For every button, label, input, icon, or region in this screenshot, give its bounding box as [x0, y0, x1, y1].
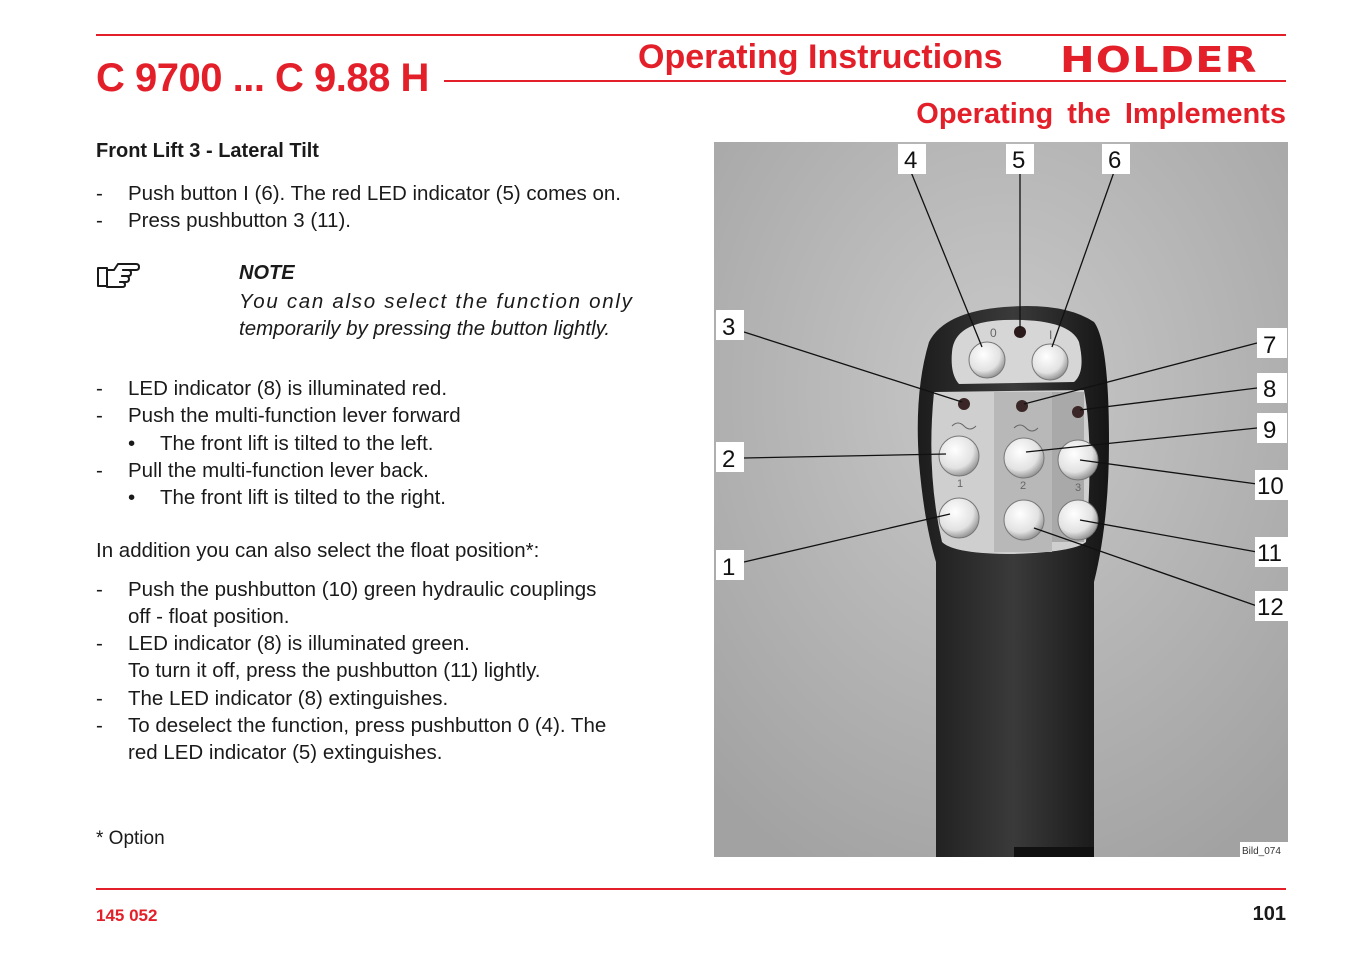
pointing-hand-icon — [96, 258, 140, 292]
bullet-item-text: The front lift is tilted to the left. — [160, 432, 434, 455]
figure-caption: Bild_074 — [1242, 846, 1281, 857]
list-dash: - — [96, 182, 103, 205]
list-item — [96, 630, 676, 684]
callout-label-4: 4 — [904, 147, 918, 174]
callout-label-9: 9 — [1263, 417, 1277, 444]
mark-3: 3 — [1075, 482, 1082, 494]
list-dash: - — [96, 632, 103, 655]
list-item-text: red LED indicator (5) extinguishes. — [128, 741, 443, 764]
button-0 — [969, 342, 1005, 378]
header-top-rule — [96, 34, 1286, 36]
list-dash: - — [96, 714, 103, 737]
bullet-item-text: The front lift is tilted to the right. — [160, 486, 446, 509]
mark-1: 1 — [957, 478, 964, 490]
list-item-text: Push button I (6). The red LED indicator (5) comes on. — [128, 182, 622, 205]
callout-label-3: 3 — [722, 314, 736, 341]
led-3 — [958, 398, 970, 410]
model-title: C 9700 ... C 9.88 H — [96, 56, 429, 100]
section-title: Operating the Implements — [916, 98, 1286, 130]
list-item-text: To turn it off, press the pushbutton (11) lightly. — [128, 659, 541, 682]
bullet-dot: • — [128, 432, 136, 455]
joystick-figure — [714, 142, 1288, 857]
list-item — [96, 180, 676, 207]
note-title: NOTE — [239, 262, 295, 284]
header-mid-rule-left — [444, 80, 624, 82]
bullet-dot: • — [128, 486, 136, 509]
handle-base — [1014, 847, 1094, 857]
brand-logo: HOLDER — [1060, 40, 1258, 81]
list-dash: - — [96, 459, 103, 482]
subsection-heading: Front Lift 3 - Lateral Tilt — [96, 140, 319, 162]
list-item-text: Push the multi-function lever forward — [128, 404, 461, 427]
list-item-text: LED indicator (8) is illuminated green. — [128, 632, 470, 655]
button-1 — [939, 498, 979, 538]
led-7 — [1016, 400, 1028, 412]
list-item-text: The LED indicator (8) extinguishes. — [128, 687, 449, 710]
list-dash: - — [96, 209, 103, 232]
callout-label-11: 11 — [1257, 540, 1282, 567]
document-number: 145 052 — [96, 906, 158, 925]
note-text-line: temporarily by pressing the button lightly. — [239, 317, 611, 340]
document-title: Operating Instructions — [638, 38, 1003, 76]
list-item — [96, 712, 676, 766]
led-8 — [1072, 406, 1084, 418]
callout-label-7: 7 — [1263, 332, 1277, 359]
callout-label-12: 12 — [1257, 594, 1284, 621]
list-item-text: Pull the multi-function lever back. — [128, 459, 429, 482]
list-item — [96, 375, 676, 402]
paragraph: In addition you can also select the float position*: — [96, 539, 540, 562]
list-dash: - — [96, 377, 103, 400]
note-text-line: You can also select the function only — [239, 290, 634, 313]
mark-0: 0 — [990, 326, 997, 340]
callout-label-8: 8 — [1263, 376, 1277, 403]
footer-rule — [96, 888, 1286, 890]
callout-label-10: 10 — [1257, 473, 1284, 500]
list-item-text: To deselect the function, press pushbutton 0 (4). The — [128, 714, 607, 737]
list-item-text: LED indicator (8) is illuminated red. — [128, 377, 448, 400]
button-2 — [939, 436, 979, 476]
callout-label-1: 1 — [722, 554, 736, 581]
list-item — [96, 457, 676, 484]
mark-2: 2 — [1020, 480, 1027, 492]
button-I — [1032, 344, 1068, 380]
list-dash: - — [96, 404, 103, 427]
footnote: * Option — [96, 828, 165, 849]
list-item-text: Press pushbutton 3 (11). — [128, 209, 351, 232]
list-item-text: Push the pushbutton (10) green hydraulic couplings — [128, 578, 597, 601]
button-12 — [1004, 500, 1044, 540]
mark-I: I — [1049, 328, 1053, 342]
list-dash: - — [96, 687, 103, 710]
page-number: 101 — [1252, 903, 1286, 925]
list-item — [96, 402, 676, 429]
list-item — [96, 576, 676, 630]
bullet-item — [128, 484, 446, 511]
button-9 — [1004, 438, 1044, 478]
callout-label-5: 5 — [1012, 147, 1026, 174]
callout-label-2: 2 — [722, 446, 736, 473]
button-11 — [1058, 500, 1098, 540]
callout-label-6: 6 — [1108, 147, 1122, 174]
list-dash: - — [96, 578, 103, 601]
list-item — [96, 207, 676, 234]
list-item — [96, 685, 676, 712]
list-item-text: off - float position. — [128, 605, 290, 628]
bullet-item — [128, 430, 433, 457]
